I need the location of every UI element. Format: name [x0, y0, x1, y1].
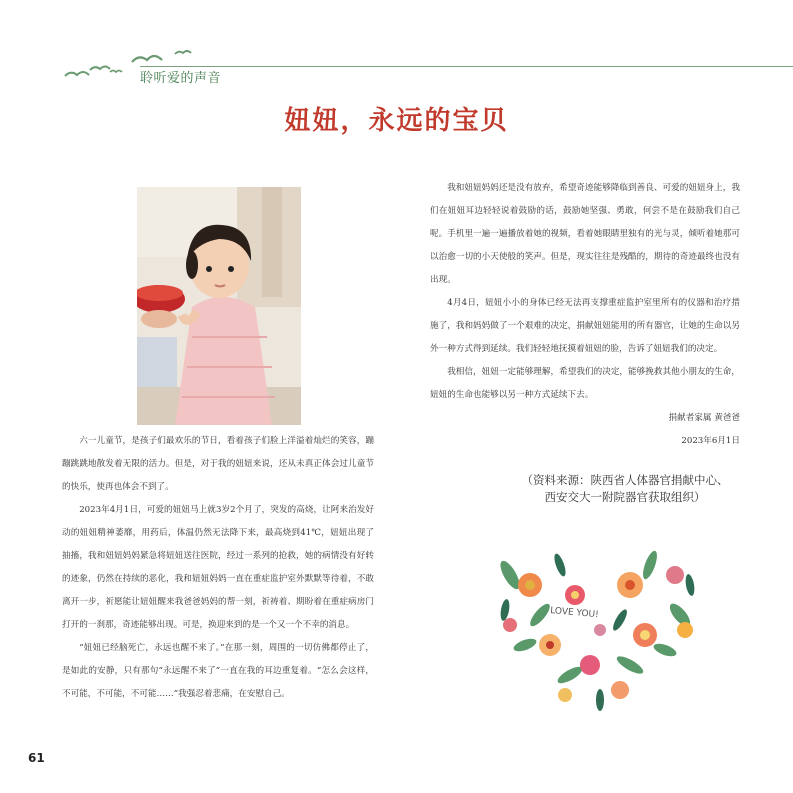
section-label: 聆听爱的声音 [140, 71, 222, 86]
header-rule [140, 66, 793, 67]
paragraph: 我相信，妞妞一定能够理解，希望我们的决定，能够挽救其他小朋友的生命，妞妞的生命也能够以另一种方式延续下去。 [430, 367, 740, 400]
left-text-column [62, 430, 374, 706]
page-title: 妞妞，永远的宝贝 [284, 106, 509, 136]
right-text-column [430, 177, 740, 453]
paragraph: 六一儿童节，是孩子们最欢乐的节日，看着孩子们脸上洋溢着灿烂的笑容，蹦蹦跳跳地散发着无限的活力。但是，对于我的妞妞来说，还从未真正体会过儿童节的快乐，使再也体会不到了。 [62, 436, 374, 492]
paragraph: “妞妞已经脑死亡，永远也醒不来了。”在那一刻，周围的一切仿佛都停止了，是如此的安静，只有那句“永远醒不来了”一直在我的耳边重复着。“怎么会这样，不可能，不可能，不可能……”我强忍着悲痛，在安慰自己。 [62, 643, 374, 699]
child-photo [137, 187, 301, 425]
paragraph: 4月4日，妞妞小小的身体已经无法再支撑重症监护室里所有的仪器和治疗措施了，我和妈妈做了一个艰难的决定，捐献妞妞能用的所有器官，让她的生命以另外一种方式得到延续。我们轻轻地抚摸着妞妞的脸，告诉了妞妞我们的决定。 [430, 298, 740, 354]
source-note [500, 472, 750, 506]
page-number: 61 [28, 751, 45, 765]
source-line-2: 西安交大一附院器官获取组织） [544, 490, 706, 504]
signature: 捐献者家属 黄爸爸 [668, 413, 740, 423]
floral-heart-illustration [480, 525, 710, 735]
paragraph: 2023年4月1日，可爱的妞妞马上就3岁2个月了，突发的高烧，让阿来治发好动的妞妞精神萎靡，用药后，体温仍然无法降下来，最高烧到41℃，妞妞出现了抽搐，我和妞妞妈妈紧急将妞妞送往医院，经过一系列的抢救，她的病情没有好转的迹象，仍然在持续的恶化，我和妞妞妈妈一直在重症监护室外默默等待着，不敢离开一步，祈愿能让妞妞醒来我爸爸妈妈的帮一刻，祈祷着、期盼着在重症病房门打开的一刹那，奇迹能够出现。可是，换迎来到的是一个又一个不幸的消息。 [62, 505, 374, 630]
heart-caption: LOVE YOU! [549, 606, 600, 621]
paragraph: 我和妞妞妈妈还是没有放弃，希望奇迹能够降临到善良、可爱的妞妞身上，我们在妞妞耳边轻轻说着鼓励的话，鼓励她坚强、勇敢，何尝不是在鼓励我们自己呢。手机里一遍一遍播放着她的视频，看着她眼睛里独有的光与灵，倾听着她那可以治愈一切的小天使般的笑声。但是，现实往往是残酷的，期待的奇迹最终也没有出现。 [430, 183, 740, 285]
source-line-1: （资料来源：陕西省人体器官捐献中心、 [521, 473, 729, 487]
signature-date: 2023年6月1日 [681, 436, 740, 446]
